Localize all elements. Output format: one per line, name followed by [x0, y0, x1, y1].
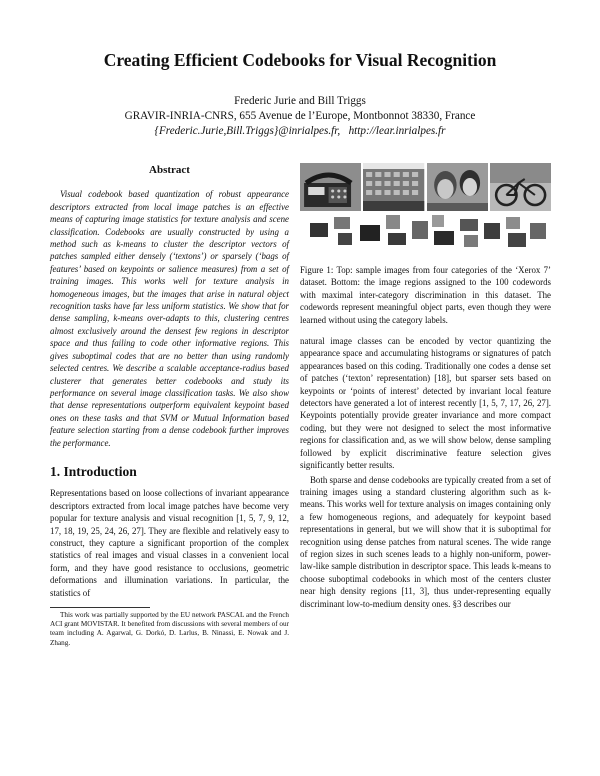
- author-website[interactable]: http://lear.inrialpes.fr: [348, 125, 446, 137]
- figure-sample-images: [300, 163, 551, 211]
- author-emails: {Frederic.Jurie,Bill.Triggs}@inrialpes.fr,: [154, 125, 341, 137]
- left-column: [50, 164, 289, 648]
- right-column-text: [300, 335, 551, 610]
- author-affiliation: GRAVIR-INRIA-CNRS, 655 Avenue de l’Europe, Montbonnot 38330, France: [124, 110, 476, 122]
- sample-image-building: [363, 163, 424, 211]
- figure-caption: Figure 1: Top: sample images from four categories of the ‘Xerox 7’ dataset. Bottom: the image regions assigned to the 100 codewords with maximal inter-category discrimination in this dataset. The codewords represent meaningful object parts, even though they were learned without using the category labels.: [300, 265, 551, 325]
- author-contact: [0, 124, 600, 139]
- right-paragraph-2: Both sparse and dense codebooks are typically created from a set of training images using a standard clustering algorithm such as k-means. This works well for texture analysis on images containing only a few homogeneous regions, and adequately for keypoint based representations in general, but we will show that it is suboptimal for recognition using dense patches from natural scenes. The wide range of region sizes in such scenes leads to a highly non-uniform, power-law-like sample distribution in descriptor space. This leads k-means to choose suboptimal codebooks in which most of the centers cluster near high density regions [11, 3], thus under-representing equally discriminant low-to-medium density ones. §3 describes our: [300, 474, 551, 609]
- figure-codeword-patches: [308, 213, 548, 251]
- sample-image-faces: [427, 163, 488, 211]
- author-block: [0, 94, 600, 139]
- abstract-text: Visual codebook based quantization of robust appearance descriptors extracted from local image patches is an effective means of capturing image statistics for texture analysis and scene classification. Codebooks are usually constructed by using a method such as k-means to cluster the descriptor vectors of patches sampled either densely (‘textons’) or sparsely (‘bags of features’ based on keypoints or salience measures) from a set of training images. This works well for texture analysis in homogeneous images, but the images that arise in natural object recognition tasks have far less uniform statistics. We show that for dense sampling, k-means over-adapts to this, clustering centres almost exclusively around the densest few regions in descriptor space and thus failing to code other informative regions. This gives suboptimal codes that are no better than using randomly selected centres. We describe a scalable acceptance-radius based clusterer that generates better codebooks and study its performance on several image classification tasks. We also show that dense representations outperform equivalent keypoint based ones on these tasks and that SVM or Mutual Information based feature selection starting from a dense codebook further improves the performance.: [50, 189, 289, 448]
- paper-title: Creating Efficient Codebooks for Visual Recognition: [103, 50, 497, 70]
- right-column: [300, 163, 551, 610]
- footnote-rule: [50, 607, 150, 608]
- sample-image-phone: [300, 163, 361, 211]
- abstract-heading: Abstract: [149, 164, 190, 176]
- sample-image-bike: [490, 163, 551, 211]
- introduction-heading: 1. Introduction: [50, 463, 137, 479]
- right-paragraph-1: natural image classes can be encoded by vector quantizing the appearance space and accumulating histograms or signatures of patch appearances based on this coding. Traditionally one codes a dense set of patches (‘texton’ representation) [18], but sparser sets based on keypoints or ‘points of interest’ detected by invariant local feature detectors have generated a lot of interest recently [1, 5, 7, 17, 26, 27]. Keypoints potentially provide greater invariance and more compact coding, but they were not designed to select the most informative regions for classification and, as we will show below, dense sampling followed by explicit discriminative feature selection gives significantly better results.: [300, 336, 551, 471]
- introduction-text: Representations based on loose collections of invariant appearance descriptors extracted from local image patches have become very popular for texture analysis and visual recognition [1, 5, 7, 9, 12, 17, 18, 19, 25, 24, 26, 27]. They are flexible and relatively easy to construct, they capture a significant proportion of the complex statistics of real images and visual classes in a convenient local form, and they have good resistance to occlusions, geometric deformations and illumination variations. In particular, the statistics of: [50, 488, 289, 598]
- footnote-text: This work was partially supported by the EU network PASCAL and the French ACI grant MOVISTAR. It benefited from discussions with several members of our team including A. Agarwal, G. Dorkó, D. Larlus, B. Ninassi, E. Nowak and J. Zhang.: [50, 611, 289, 647]
- figure-1: [300, 163, 551, 253]
- author-names: Frederic Jurie and Bill Triggs: [234, 95, 366, 107]
